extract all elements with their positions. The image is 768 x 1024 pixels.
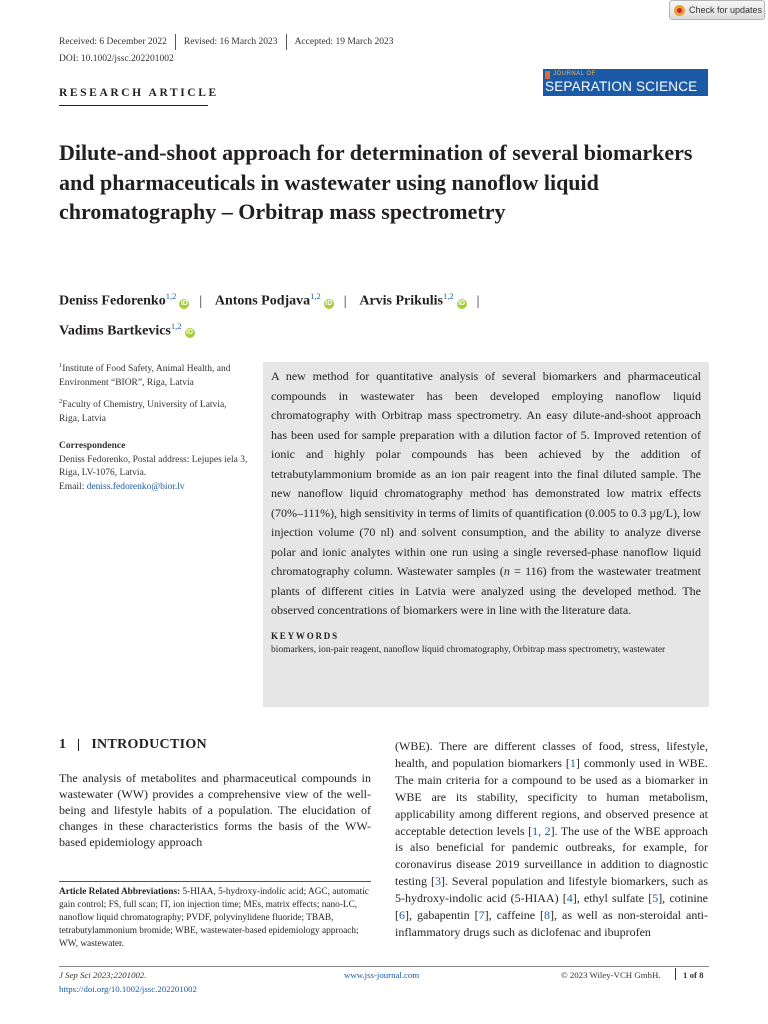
author-affiliation: 1,2 xyxy=(442,291,454,301)
text-run: ], caffeine [ xyxy=(484,908,545,923)
affiliation-text: Faculty of Chemistry, University of Latvia, Riga, Latvia xyxy=(59,400,227,424)
text-run: ], as well as non-steroidal anti-inflammatory drugs such as diclofenac and ibuprofen xyxy=(395,908,708,939)
text-run: ], cotinine [ xyxy=(395,891,708,923)
date-separator xyxy=(175,34,176,50)
text-run: ], ethyl sulfate [ xyxy=(572,891,653,906)
section-heading-separator xyxy=(78,739,79,751)
intro-paragraph-right xyxy=(395,738,708,941)
journal-logo-text: SEPARATION SCIENCE xyxy=(545,79,698,94)
keywords-heading: KEYWORDS xyxy=(271,630,339,641)
affiliation-2 xyxy=(59,395,249,426)
affiliation-number: 2 xyxy=(59,398,63,406)
orcid-icon[interactable]: iD xyxy=(458,299,466,307)
abbreviations-rule xyxy=(59,881,371,882)
author-name[interactable]: Antons Podjava xyxy=(214,293,311,309)
abstract-n-symbol: n xyxy=(503,564,510,578)
text-run: (WBE). There are different classes of food, stress, lifestyle, health, and population biomarkers [ xyxy=(395,739,708,770)
citation-link[interactable]: 7 xyxy=(478,908,485,923)
orcid-icon[interactable]: iD xyxy=(325,299,333,307)
footer-doi-link[interactable]: https://doi.org/10.1002/jssc.202201002 xyxy=(59,984,197,994)
text-run: ], gabapentin [ xyxy=(405,908,479,923)
orcid-icon[interactable]: iD xyxy=(180,299,188,307)
footer-page-separator xyxy=(675,968,676,980)
article-type: RESEARCH ARTICLE xyxy=(59,87,219,99)
author-name[interactable]: Vadims Bartkevics xyxy=(59,323,171,339)
text-run: ]. The use of the WBE approach is also beneficial for pandemic outbreaks, for example, for coronavirus disease 2019 surveillance in addition to diagnostic testing [ xyxy=(395,823,709,889)
abstract-box xyxy=(263,362,709,707)
abstract-part: A new method for quantitative analysis of several biomarkers and pharmaceutical compounds in wastewater has been developed employing nanoflow liquid chromatography with Orbitrap mass spectrometry. An easy dilute-and-shoot approach has been used for sample preparation with a dilution factor of 5. Improved retention of ionic and highly polar compounds has been achieved by the addition of tetrabutylammonium bromide as an ion pair reagent into the final diluted sample. The new nanoflow liquid chromatography method has demonstrated low matrix effects (70%–111%), high sensitivity in terms of limits of quantification (0.005 to 0.3 µg/L), low injection volume (70 nl) and solvent consumption, and the ability to analyze diverse polar and ionic analytes within one run using a single reversed-phase nanoflow liquid chromatography column. Wastewater samples ( xyxy=(271,369,701,578)
author-separator: | xyxy=(199,293,203,309)
email-link[interactable]: deniss.fedorenko@bior.lv xyxy=(86,481,185,492)
citation-link[interactable]: 5 xyxy=(652,891,659,906)
author-name[interactable]: Deniss Fedorenko xyxy=(59,293,166,309)
citation-link[interactable]: 8 xyxy=(544,908,551,923)
correspondence-address: Deniss Fedorenko, Postal address: Lejupes iela 3, Riga, LV-1076, Latvia. xyxy=(59,454,248,479)
text-run: ]. Several population and lifestyle biomarkers, such as 5-hydroxy-indolic acid (5-HIAA) [ xyxy=(395,874,708,906)
citation-link[interactable]: 6 xyxy=(399,908,405,923)
author-affiliation: 1,2 xyxy=(165,291,177,301)
footer-rule xyxy=(59,966,709,967)
abstract-text xyxy=(271,367,701,621)
abstract-part: = 116) from the wastewater treatment plants of different cities in Latvia were analyzed using the developed method. The observed concentrations of biomarkers were in line with the literature data. xyxy=(271,564,701,617)
journal-logo-mark xyxy=(545,71,550,79)
check-for-updates-label: Check for updates xyxy=(689,5,763,15)
section-heading-introduction xyxy=(59,737,207,753)
author-affiliation: 1,2 xyxy=(170,320,182,331)
author-separator: | xyxy=(476,293,480,309)
email-label: Email: xyxy=(59,481,87,492)
author-name[interactable]: Arvis Prikulis xyxy=(359,293,443,309)
received-date: Received: 6 December 2022 xyxy=(59,37,167,47)
abbreviations-note xyxy=(59,886,373,951)
section-number: 1 xyxy=(59,737,67,752)
article-type-underline xyxy=(59,105,208,106)
citation-link[interactable]: 3 xyxy=(434,874,441,889)
doi-header: DOI: 10.1002/jssc.202201002 xyxy=(59,54,174,64)
section-title: INTRODUCTION xyxy=(91,737,207,752)
accepted-date: Accepted: 19 March 2023 xyxy=(294,37,394,47)
abbreviations-heading: Article Related Abbreviations: xyxy=(59,887,181,897)
crossmark-icon xyxy=(674,5,685,16)
keywords-list: biomarkers, ion-pair reagent, nanoflow liquid chromatography, Orbitrap mass spectrometry, wastewater xyxy=(271,644,666,655)
correspondence-email xyxy=(59,481,249,495)
orcid-icon[interactable]: iD xyxy=(186,329,194,337)
correspondence-heading: Correspondence xyxy=(59,441,126,452)
page-number: 1 of 8 xyxy=(683,970,704,980)
revised-date: Revised: 16 March 2023 xyxy=(183,37,278,47)
affiliation-text: Institute of Food Safety, Animal Health, and Environment “BIOR”, Riga, Latvia xyxy=(59,364,231,388)
footer-copyright: © 2023 Wiley-VCH GmbH. xyxy=(561,970,661,980)
article-title: Dilute-and-shoot approach for determination of several biomarkers and pharmaceuticals in wastewater using nanoflow liquid chromatography – Orbitrap mass spectrometry xyxy=(59,140,693,224)
date-separator xyxy=(286,34,287,50)
abbreviations-text: 5-HIAA, 5-hydroxy-indolic acid; AGC, automatic gain control; FS, full scan; IT, ion injection time; MEs, matrix effects; nano-LC, nanoflow liquid chromatography; PVDF, polyvinylidene fluoride; TBAB, tetrabutylammonium bromide; WBE, wastewater-based epidemiology approach; WW, wastewater. xyxy=(59,887,369,949)
journal-logo-small-text: JOURNAL OF xyxy=(553,71,596,77)
intro-paragraph-left: The analysis of metabolites and pharmaceutical compounds in wastewater (WW) provides a comprehensive view of the well-being and lifestyle habits of a population. The elucidation of changes in these characteristics forms the basis of the WW-based epidemiology approach xyxy=(59,771,371,849)
citation-link[interactable]: 1 xyxy=(532,823,539,838)
footer-citation: J Sep Sci 2023;2201002. xyxy=(59,970,147,980)
footer-journal-site[interactable]: www.jss-journal.com xyxy=(344,970,420,980)
author-affiliation: 1,2 xyxy=(310,291,321,301)
citation-separator: , xyxy=(538,823,545,838)
journal-logo xyxy=(543,69,708,96)
citation-link[interactable]: 2 xyxy=(544,823,551,838)
author-separator: | xyxy=(343,293,347,309)
text-run: ] commonly used in WBE. The main criteria for a compound to be used as a biomarker in WBE are its stability, specificity to human metabolism, applicability among different regions, and observed presence at acceptable detection levels [ xyxy=(395,755,708,838)
publication-dates xyxy=(59,34,394,50)
affiliation-1 xyxy=(59,359,249,390)
citation-link[interactable]: 1 xyxy=(569,755,576,770)
affiliations xyxy=(59,359,249,494)
check-for-updates-button[interactable] xyxy=(669,0,765,20)
author-list xyxy=(59,284,709,343)
affiliation-number: 1 xyxy=(59,362,63,369)
citation-link[interactable]: 4 xyxy=(566,891,573,906)
